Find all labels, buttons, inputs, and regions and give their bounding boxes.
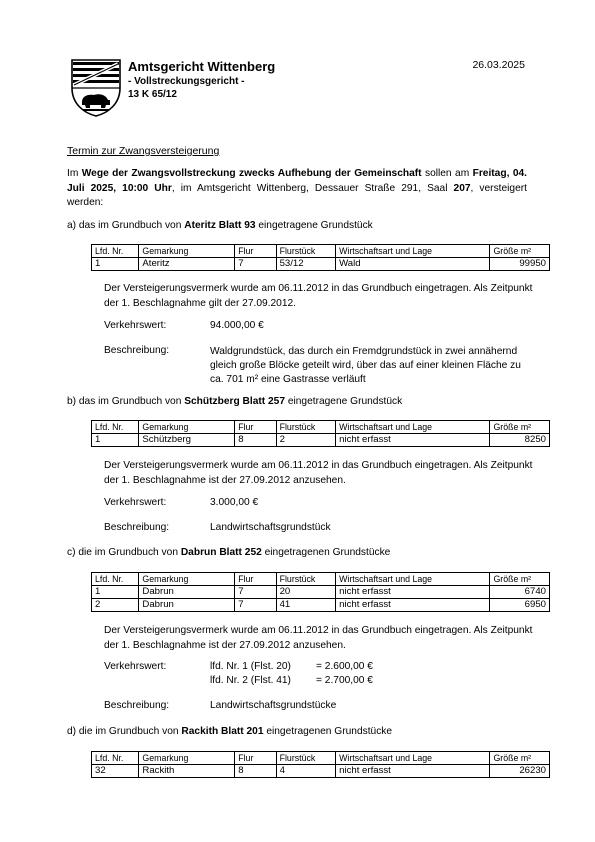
intro-paragraph: Im Wege der Zwangsvollstreckung zwecks Aufhebung der Gemeinschaft sollen am Freitag, 04. Juli 2025, 10:00 Uhr, im Amtsgericht Wittenberg, Dessauer Straße 291, Saal 207, versteigert werden: (67, 168, 527, 208)
section-b-beschreibung-label: Beschreibung: (104, 522, 170, 533)
section-c-beschreibung-label: Beschreibung: (104, 700, 170, 711)
section-c-wert2-label: lfd. Nr. 2 (Flst. 41) (210, 675, 291, 686)
file-number: 13 K 65/12 (128, 89, 177, 100)
section-a-vermerk: Der Versteigerungsvermerk wurde am 06.11.2012 in das Grundbuch eingetragen. Als Zeitpunkt der 1. Beschlagnahme gilt der 27.09.2012. (104, 283, 533, 309)
table-row: 1 Schützberg 8 2 nicht erfasst 8250 (92, 434, 550, 447)
document-date: 26.03.2025 (472, 59, 525, 71)
table-row: 2 Dabrun 7 41 nicht erfasst 6950 (92, 599, 550, 612)
coat-of-arms-icon (70, 58, 122, 118)
section-b-verkehrswert-label: Verkehrswert: (104, 497, 167, 508)
court-department: - Vollstreckungsgericht - (128, 76, 245, 87)
court-name: Amtsgericht Wittenberg (128, 59, 276, 74)
section-c-vermerk: Der Versteigerungsvermerk wurde am 06.11.2012 in das Grundbuch eingetragen. Als Zeitpunkt der 1. Beschlagnahme ist der 27.09.2012 anzusehen. (104, 625, 533, 651)
section-c-wert2: = 2.700,00 € (316, 675, 373, 686)
parcel-table-b (91, 420, 550, 447)
table-header-row: Lfd. Nr. Gemarkung Flur Flurstück Wirtschaftsart und Lage Größe m² (92, 245, 550, 258)
section-b-beschreibung: Landwirtschaftsgrundstück (210, 522, 331, 533)
table-row: 1 Ateritz 7 53/12 Wald 99950 (92, 258, 550, 271)
section-a-title: a) das im Grundbuch von Ateritz Blatt 93 eingetragene Grundstück (67, 220, 373, 231)
parcel-table-c (91, 572, 550, 612)
table-row: 1 Dabrun 7 20 nicht erfasst 6740 (92, 586, 550, 599)
section-a-verkehrswert: 94.000,00 € (210, 320, 264, 331)
parcel-table-a (91, 244, 550, 271)
section-d-title: d) die im Grundbuch von Rackith Blatt 201 eingetragenen Grundstücke (67, 726, 393, 737)
section-c-wert1-label: lfd. Nr. 1 (Flst. 20) (210, 661, 291, 672)
table-header-row: Lfd. Nr. Gemarkung Flur Flurstück Wirtschaftsart und Lage Größe m² (92, 752, 550, 765)
document-heading: Termin zur Zwangsversteigerung (67, 145, 220, 157)
parcel-table-d (91, 751, 550, 778)
section-a-beschreibung: Waldgrundstück, das durch ein Fremdgrundstück in zwei annähernd gleich große Blöcke geteilt wird, über das auf einer kleinen Fläche zu ca. 701 m² eine Gastrasse verläuft (210, 346, 521, 385)
section-a-beschreibung-label: Beschreibung: (104, 345, 170, 356)
section-c-wert1: = 2.600,00 € (316, 661, 373, 672)
section-b-vermerk: Der Versteigerungsvermerk wurde am 06.11.2012 in das Grundbuch eingetragen. Als Zeitpunkt der 1. Beschlagnahme ist der 27.09.2012 anzusehen. (104, 460, 533, 486)
section-c-verkehrswert-label: Verkehrswert: (104, 661, 167, 672)
section-c-title: c) die im Grundbuch von Dabrun Blatt 252 eingetragenen Grundstücke (67, 547, 391, 558)
section-a-verkehrswert-label: Verkehrswert: (104, 320, 167, 331)
section-b-title: b) das im Grundbuch von Schützberg Blatt 257 eingetragene Grundstück (67, 396, 403, 407)
section-b-verkehrswert: 3.000,00 € (210, 497, 259, 508)
table-row: 32 Rackith 8 4 nicht erfasst 26230 (92, 765, 550, 778)
table-header-row: Lfd. Nr. Gemarkung Flur Flurstück Wirtschaftsart und Lage Größe m² (92, 421, 550, 434)
section-c-beschreibung: Landwirtschaftsgrundstücke (210, 700, 337, 711)
table-header-row: Lfd. Nr. Gemarkung Flur Flurstück Wirtschaftsart und Lage Größe m² (92, 573, 550, 586)
